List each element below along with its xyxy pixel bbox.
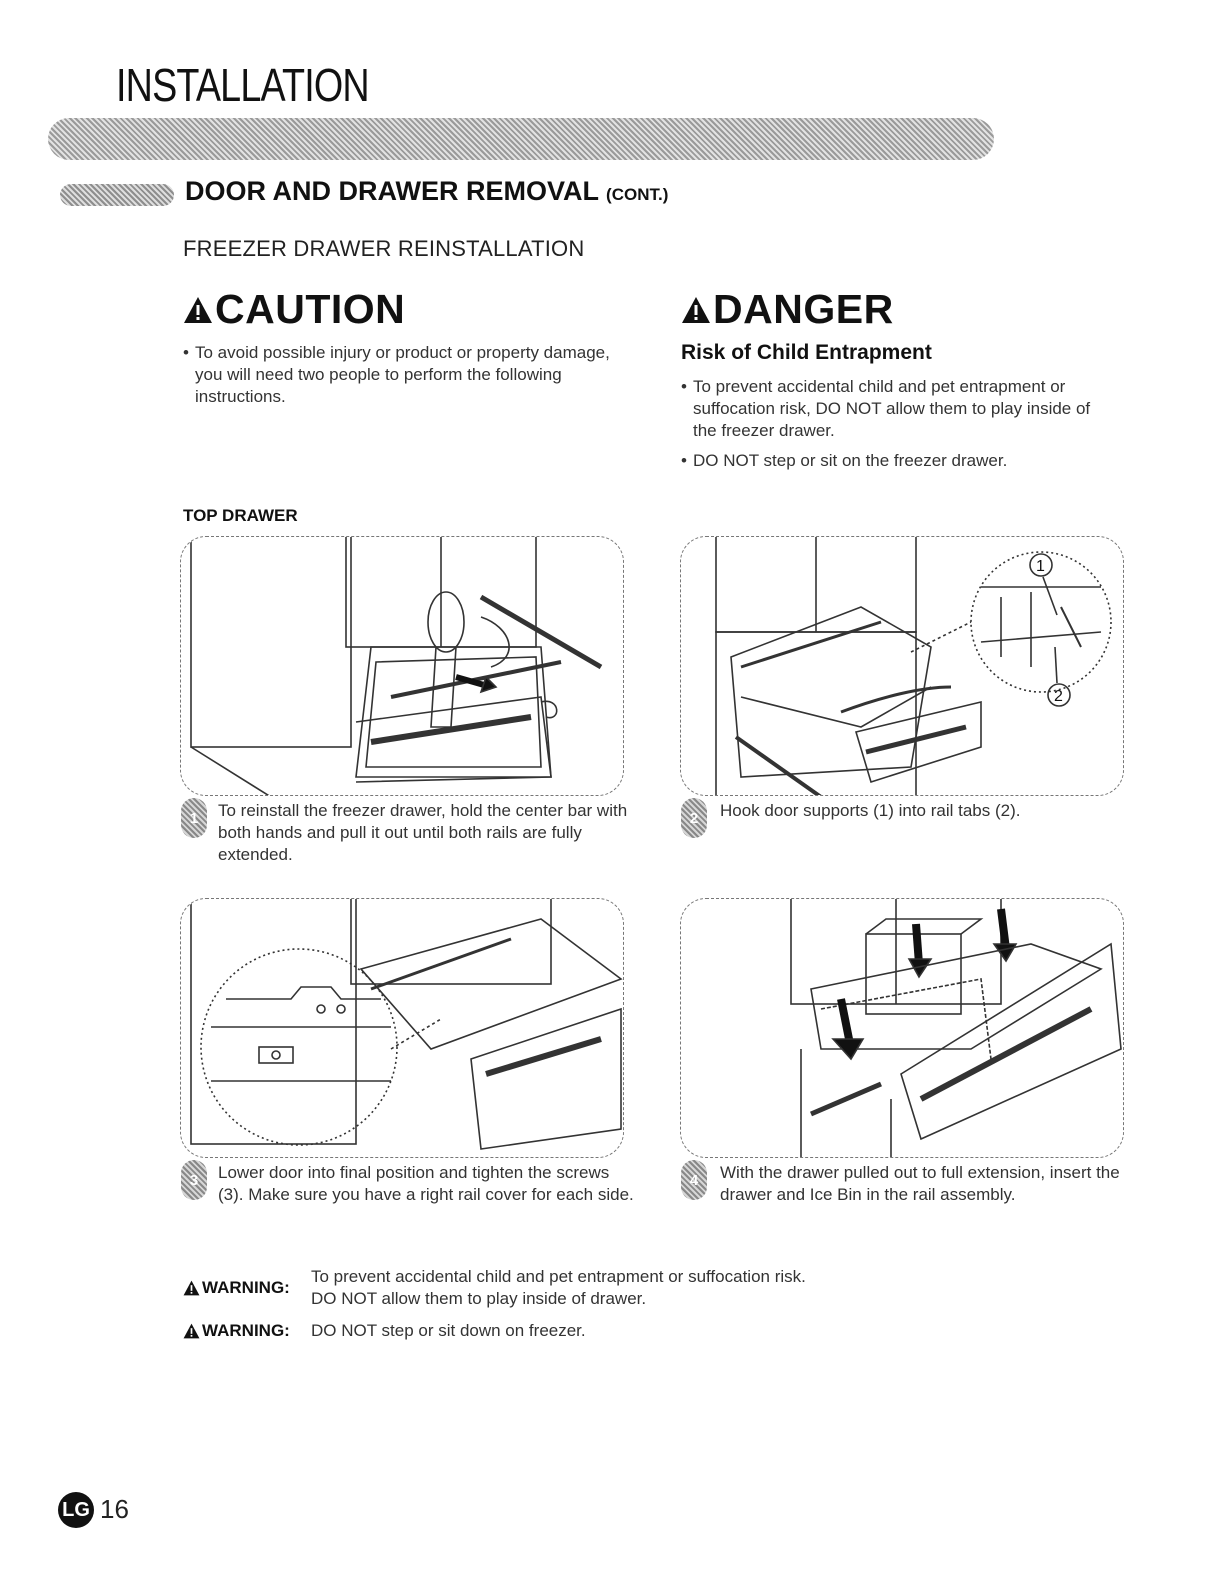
step-2-illustration bbox=[680, 536, 1124, 796]
warning-1 bbox=[183, 1266, 806, 1310]
subsection-title: FREEZER DRAWER REINSTALLATION bbox=[183, 236, 585, 261]
step-2-text: Hook door supports (1) into rail tabs (2). bbox=[720, 801, 1021, 820]
step-3-text: Lower door into final position and tighten the screws (3). Make sure you have a right rail cover for each side. bbox=[218, 1163, 634, 1204]
step-4-illustration bbox=[680, 898, 1124, 1158]
page-number: 16 bbox=[100, 1494, 129, 1524]
section-cont-label: (CONT.) bbox=[606, 185, 669, 204]
warning-1-label: WARNING: bbox=[202, 1278, 290, 1297]
warning-1-label-wrap bbox=[183, 1266, 311, 1310]
warning-1-line: To prevent accidental child and pet entrapment or suffocation risk. bbox=[311, 1267, 806, 1286]
danger-heading bbox=[681, 286, 894, 333]
warning-triangle-icon bbox=[183, 296, 213, 324]
lg-logo-icon: LG bbox=[58, 1492, 94, 1528]
warning-2 bbox=[183, 1320, 586, 1342]
warning-2-line: DO NOT step or sit down on freezer. bbox=[311, 1321, 586, 1340]
section-marker bbox=[60, 184, 174, 206]
caution-body bbox=[183, 342, 623, 408]
caution-heading-text: CAUTION bbox=[215, 286, 406, 332]
danger-body bbox=[681, 376, 1111, 472]
step-1-illustration bbox=[180, 536, 624, 796]
warning-2-label-wrap bbox=[183, 1320, 311, 1342]
warning-2-label: WARNING: bbox=[202, 1321, 290, 1340]
top-drawer-label: TOP DRAWER bbox=[183, 506, 298, 525]
danger-item: • DO NOT step or sit on the freezer drawer. bbox=[681, 450, 1111, 472]
step-4-badge: 4 bbox=[681, 1160, 707, 1200]
danger-heading-text: DANGER bbox=[713, 286, 894, 332]
section-title bbox=[185, 176, 668, 207]
step-2-badge: 2 bbox=[681, 798, 707, 838]
warning-triangle-icon bbox=[681, 296, 711, 324]
step-3-badge: 3 bbox=[181, 1160, 207, 1200]
callout-2-label: 2 bbox=[1054, 688, 1063, 705]
danger-item: • To prevent accidental child and pet entrapment or suffocation risk, DO NOT allow them to play inside of the freezer drawer. bbox=[681, 376, 1111, 442]
step-4-text: With the drawer pulled out to full extension, insert the drawer and Ice Bin in the rail assembly. bbox=[720, 1163, 1120, 1204]
section-title-text: DOOR AND DRAWER REMOVAL bbox=[185, 176, 599, 206]
header-bar bbox=[48, 118, 994, 160]
step-3-illustration bbox=[180, 898, 624, 1158]
step-1-badge: 1 bbox=[181, 798, 207, 838]
danger-subheading: Risk of Child Entrapment bbox=[681, 341, 932, 364]
warning-1-line: DO NOT allow them to play inside of drawer. bbox=[311, 1289, 647, 1308]
caution-heading bbox=[183, 286, 405, 333]
callout-1-label: 1 bbox=[1036, 558, 1045, 575]
warning-triangle-icon bbox=[183, 1323, 200, 1339]
caution-item: • To avoid possible injury or product or property damage, you will need two people to perform the following instructions. bbox=[183, 342, 623, 408]
page-header-title: INSTALLATION bbox=[116, 59, 369, 111]
step-1-text: To reinstall the freezer drawer, hold the center bar with both hands and pull it out until both rails are fully extended. bbox=[218, 801, 628, 864]
warning-triangle-icon bbox=[183, 1280, 200, 1296]
